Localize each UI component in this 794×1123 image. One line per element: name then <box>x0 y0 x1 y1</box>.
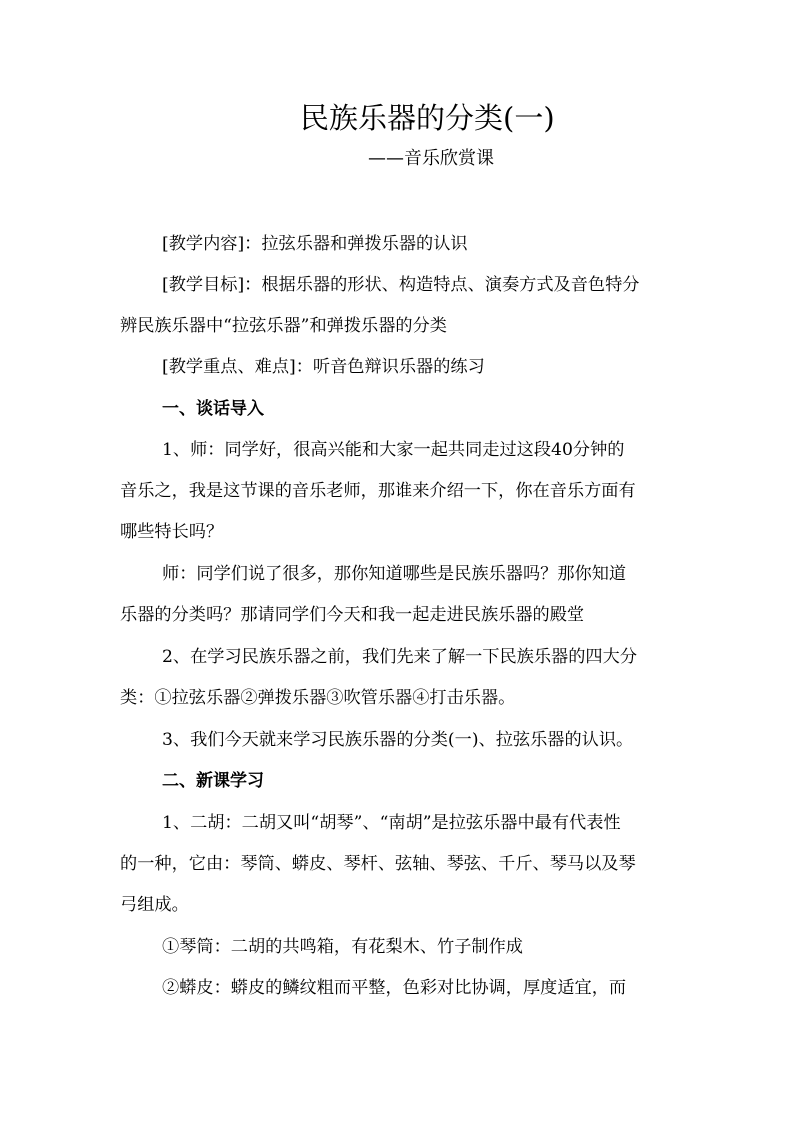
paragraph-line: 哪些特长吗？ <box>120 522 224 542</box>
paragraph-line: ①琴筒：二胡的共鸣箱，有花梨木、竹子制作成 <box>162 937 523 957</box>
paragraph-line: ②蟒皮：蟒皮的鳞纹粗而平整，色彩对比协调，厚度适宜，而 <box>162 978 627 998</box>
section-heading-new-lesson: 二、新课学习 <box>162 771 264 791</box>
paragraph-line: 1、二胡：二胡又叫“胡琴”、“南胡”是拉弦乐器中最有代表性 <box>162 813 621 833</box>
paragraph-line: 音乐之，我是这节课的音乐老师，那谁来介绍一下，你在音乐方面有 <box>120 481 636 501</box>
document-subtitle: ——音乐欣赏课 <box>368 148 494 169</box>
paragraph-line: 类：①拉弦乐器②弹拨乐器③吹管乐器④打击乐器。 <box>120 688 516 708</box>
paragraph-line: 弓组成。 <box>120 895 189 915</box>
teaching-goal-line: [教学目标]：根据乐器的形状、构造特点、演奏方式及音色特分 <box>162 275 640 295</box>
paragraph-line: 师：同学们说了很多，那你知道哪些是民族乐器吗？那你知道 <box>162 564 627 584</box>
paragraph-line: 乐器的分类吗？那请同学们今天和我一起走进民族乐器的殿堂 <box>120 605 585 625</box>
paragraph-line: 2、在学习民族乐器之前，我们先来了解一下民族乐器的四大分 <box>162 647 638 667</box>
document-title: 民族乐器的分类(一) <box>300 101 555 135</box>
teaching-content-line: [教学内容]：拉弦乐器和弹拨乐器的认识 <box>162 234 468 254</box>
paragraph-line: 的一种，它由：琴筒、蟒皮、琴杆、弦轴、琴弦、千斤、琴马以及琴 <box>120 854 636 874</box>
teaching-goal-continuation: 辨民族乐器中“拉弦乐器”和弹拨乐器的分类 <box>120 316 447 336</box>
paragraph-line: 3、我们今天就来学习民族乐器的分类(一)、拉弦乐器的认识。 <box>162 730 634 750</box>
teaching-focus-line: [教学重点、难点]：听音色辩识乐器的练习 <box>162 357 485 377</box>
paragraph-line: 1、师：同学好，很高兴能和大家一起共同走过这段40分钟的 <box>162 440 625 460</box>
section-heading-introduction: 一、谈话导入 <box>162 399 264 419</box>
